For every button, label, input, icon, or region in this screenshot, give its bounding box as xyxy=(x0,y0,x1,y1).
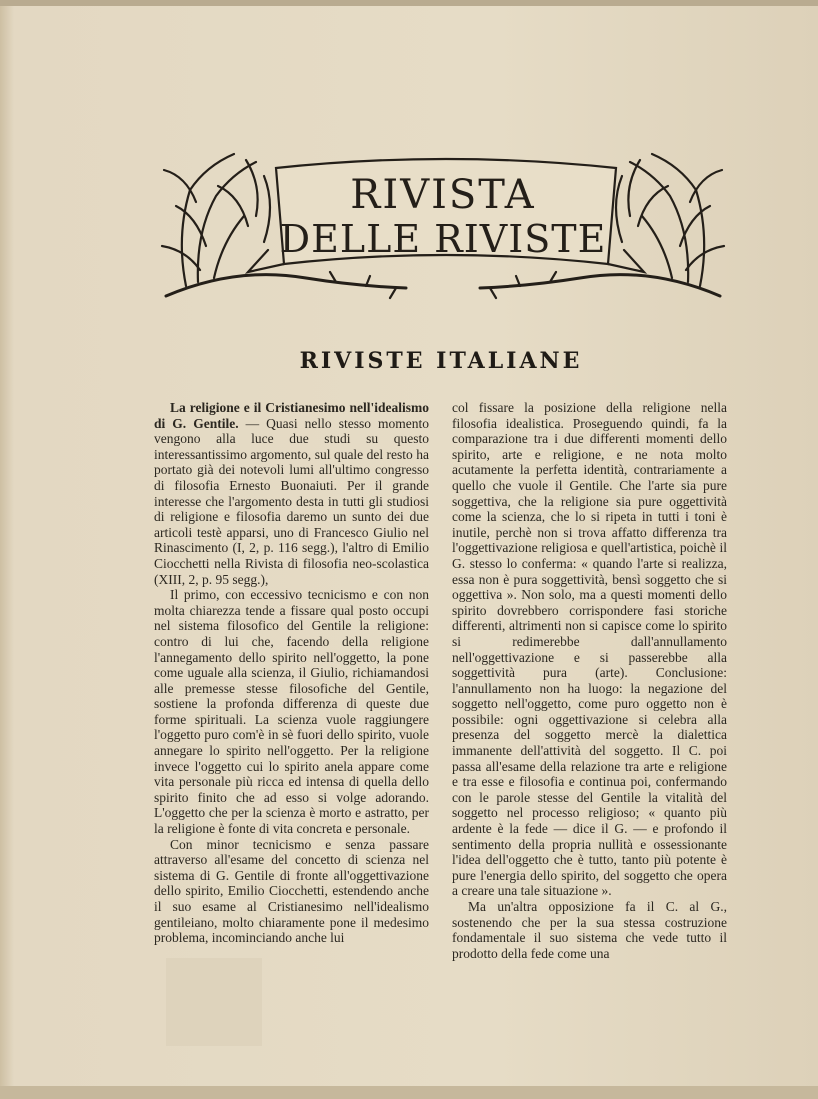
article-paragraph: Ma un'altra opposizione fa il C. al G., sostenendo che per la sua stessa costruzione fondamentale il suo sistema che vede tutto il prodotto della fede come una xyxy=(452,899,727,961)
article-paragraph: Il primo, con eccessivo tecnicismo e con non molta chiarezza tende a fissare qual posto occupi nel sistema filosofico del Gentile la religione: contro di lui che, facendo della religione l'annegamento dello spirito nell'oggetto, la pone come uguale alla scienza, il Giulio, richiamandosi alle premesse stesse filosofiche del Gentile, sostiene la profonda differenza di queste due forme spirituali. La scienza vuole raggiungere l'oggetto puro com'è in sè fuori dello spirito, vuole annegare lo spirito nell'oggetto. Per la religione invece l'oggetto cui lo spirito anela appare come vita personale più ricca ed intensa di quella dello spirito finito che ad esso si volge adorando. L'oggetto che per la scienza è morto e astratto, per la religione è fonte di vita concreta e personale. xyxy=(154,587,429,837)
article-paragraph: Con minor tecnicismo e senza passare attraverso all'esame del concetto di scienza nel sistema di G. Gentile di fronte all'oggettivazione dello spirito, Emilio Ciocchetti, estendendo anche il suo esame al Cristianesimo nell'idealismo gentileiano, molto chiaramente pone il medesimo problema, incominciando anche lui xyxy=(154,836,429,946)
faded-library-stamp xyxy=(166,958,262,1046)
article-paragraph: col fissare la posizione della religione nella filosofia idealistica. Proseguendo quindi, fa la comparazione tra i due differenti momenti dello spirito, arte e religione, e ne nota molto acutamente la perfetta identità, contrariamente a quello che vuole il Gentile. Che l'arte sia pure soggettiva, che la religione sia pure oggettività come la scienza, che lo si ripeta in tutti i toni è inutile, perchè non si trova affatto differenza tra l'oggettivazione religiosa e quell'artistica, poichè il G. stesso lo conferma: « quando l'arte si realizza, essa non è pura soggettività, bensì soggetto che si oggettiva ». Non solo, ma a questi momenti dello spirito dovrebbero corrispondere fasi storiche differenti, altrimenti non si capisce come lo spirito si redimerebbe dall'annullamento nell'oggettivazione e si passerebbe alla soggettività pura (arte). Conclusione: l'annullamento non ha luogo: la negazione del soggetto nell'oggetto, come puro oggetto non è possibile: ogni oggettivazione si celebra alla presenza del soggetto mercè la dialettica immanente dell'attività del soggetto. Il C. poi passa all'esame della relazione tra arte e religione e tra esse e filosofia e continua poi, confermando con le parole stesse del Gentile la vitalità del soggetto nel processo religioso; « quanto più ardente è la fede — dice il G. — e profondo il sentimento della propria nullità e ossessionante l'idea dell'oggetto che è tutto, tanto più potente è pure l'energia dello spirito, del soggetto che opera a creare una tale situazione ». xyxy=(452,400,727,899)
page-bottom-edge xyxy=(0,1086,818,1099)
article-lead-title: La religione e il Cristianesimo nell'idealismo di G. Gentile. xyxy=(154,400,429,431)
article-column-right xyxy=(452,400,727,961)
article-lead-paragraph xyxy=(154,400,429,587)
page-top-edge xyxy=(0,0,818,6)
masthead-line1: RIVISTA xyxy=(350,172,536,218)
article-column-left xyxy=(154,400,429,946)
article-paragraph: — Quasi nello stesso momento vengono alla luce due studi su questo interessantissimo argomento, sul quale del resto ha portato già dei notevoli lumi all'ultimo congresso di filosofia Ernesto Buonaiuti. Per il grande interesse che l'argomento desta in tutti gli studiosi di religione e filosofia daremo un sunto dei due articoli testè apparsi, uno di Francesco Giulio nel Rinascimento (I, 2, p. 116 segg.), l'altro di Emilio Ciocchetti nella Rivista di filosofia neo-scolastica (XIII, 2, p. 95 segg.), xyxy=(154,415,429,587)
section-title: RIVISTE ITALIANE xyxy=(299,348,583,374)
masthead-line2: DELLE RIVISTE xyxy=(279,217,607,261)
masthead-ornament xyxy=(156,146,730,308)
